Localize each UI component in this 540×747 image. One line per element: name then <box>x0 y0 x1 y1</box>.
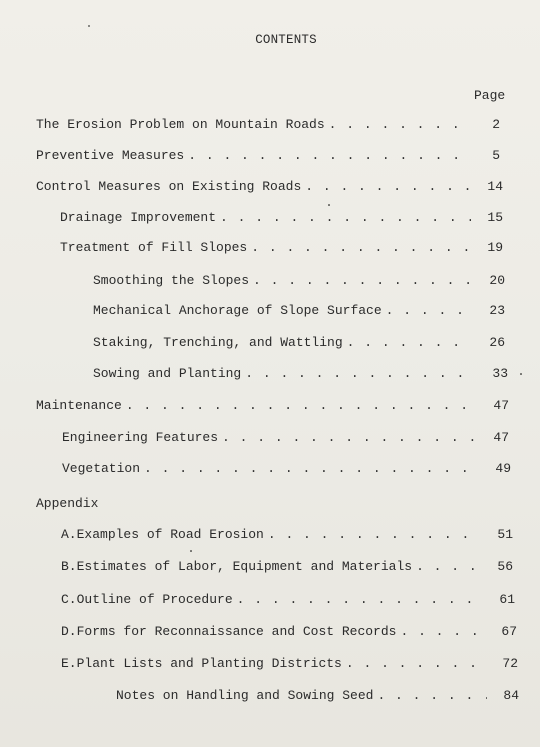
toc-entry-label: Treatment of Fill Slopes <box>60 240 248 255</box>
toc-entry-label: Preventive Measures <box>36 148 185 163</box>
toc-entry-label: Maintenance <box>36 398 122 413</box>
dot-leader <box>253 273 473 288</box>
toc-entry <box>93 273 505 291</box>
toc-entry-label: Engineering Features <box>62 430 219 445</box>
toc-entry-label: Vegetation <box>62 461 141 476</box>
paper-speck <box>520 373 522 375</box>
toc-entry-page: 47 <box>493 430 509 445</box>
appendix-entry <box>116 688 519 706</box>
dot-leader <box>377 688 487 703</box>
appendix-entry-page: 67 <box>501 624 517 639</box>
appendix-entry-label: Outline of Procedure <box>76 592 233 607</box>
toc-entry <box>93 335 505 353</box>
toc-entry-page: 20 <box>489 273 505 288</box>
appendix-entry <box>61 656 518 674</box>
dot-leader <box>237 592 483 607</box>
appendix-entry-letter: E. <box>61 656 77 671</box>
toc-entry-page: 47 <box>493 398 509 413</box>
toc-entry-label: Control Measures on Existing Roads <box>36 179 302 194</box>
paper-speck <box>190 550 192 552</box>
dot-leader <box>251 240 471 255</box>
appendix-entry <box>61 559 513 577</box>
dot-leader <box>346 656 486 671</box>
appendix-entry <box>61 624 517 642</box>
page-title: CONTENTS <box>255 33 317 47</box>
toc-entry <box>93 303 505 321</box>
toc-entry-label: Smoothing the Slopes <box>93 273 250 288</box>
dot-leader <box>268 527 481 542</box>
dot-leader <box>347 335 473 350</box>
toc-entry <box>62 461 511 479</box>
toc-entry <box>60 210 503 228</box>
appendix-entry-page: 72 <box>502 656 518 671</box>
toc-entry-page: 49 <box>495 461 511 476</box>
paper-speck <box>328 204 330 206</box>
appendix-entry-letter: A. <box>61 527 77 542</box>
dot-leader <box>245 366 476 381</box>
appendix-entry-letter: B. <box>61 559 77 574</box>
toc-entry-label: Sowing and Planting <box>93 366 242 381</box>
appendix-heading: Appendix <box>36 496 99 511</box>
dot-leader <box>386 303 473 318</box>
appendix-entry-page: 84 <box>503 688 519 703</box>
appendix-entry-page: 61 <box>499 592 515 607</box>
dot-leader <box>220 210 471 225</box>
toc-entry <box>36 117 500 135</box>
dot-leader <box>126 398 477 413</box>
toc-entry-label: Mechanical Anchorage of Slope Surface <box>93 303 382 318</box>
toc-entry-page: 19 <box>487 240 503 255</box>
toc-entry <box>93 366 508 384</box>
appendix-entry <box>61 527 513 545</box>
toc-entry-page: 5 <box>492 148 500 163</box>
toc-entry <box>36 148 500 166</box>
dot-leader <box>144 461 479 476</box>
dot-leader <box>188 148 468 163</box>
appendix-entry-label: Examples of Road Erosion <box>76 527 264 542</box>
dot-leader <box>400 624 485 639</box>
dot-leader <box>222 430 477 445</box>
dot-leader <box>416 559 481 574</box>
toc-entry-page: 26 <box>489 335 505 350</box>
toc-entry-page: 23 <box>489 303 505 318</box>
paper-speck <box>88 25 90 27</box>
toc-entry-page: 15 <box>487 210 503 225</box>
appendix-entry-label: Notes on Handling and Sowing Seed <box>116 688 374 703</box>
appendix-entry-label: Plant Lists and Planting Districts <box>76 656 342 671</box>
toc-entry <box>60 240 503 258</box>
toc-entry-page: 14 <box>487 179 503 194</box>
toc-entry <box>62 430 509 448</box>
toc-entry-label: Drainage Improvement <box>60 210 217 225</box>
toc-entry <box>36 179 503 197</box>
toc-entry-label: The Erosion Problem on Mountain Roads <box>36 117 325 132</box>
appendix-entry-letter: C. <box>61 592 77 607</box>
appendix-entry-label: Forms for Reconnaissance and Cost Records <box>76 624 397 639</box>
appendix-entry-label: Estimates of Labor, Equipment and Materials <box>76 559 413 574</box>
appendix-entry <box>61 592 515 610</box>
appendix-entry-page: 56 <box>497 559 513 574</box>
toc-entry-page: 2 <box>492 117 500 132</box>
page-column-header: Page <box>474 88 506 103</box>
appendix-entry-page: 51 <box>497 527 513 542</box>
dot-leader <box>329 117 468 132</box>
toc-entry-label: Staking, Trenching, and Wattling <box>93 335 343 350</box>
toc-entry-page: 33 <box>492 366 508 381</box>
appendix-entry-letter: D. <box>61 624 77 639</box>
toc-entry <box>36 398 509 416</box>
dot-leader <box>305 179 471 194</box>
